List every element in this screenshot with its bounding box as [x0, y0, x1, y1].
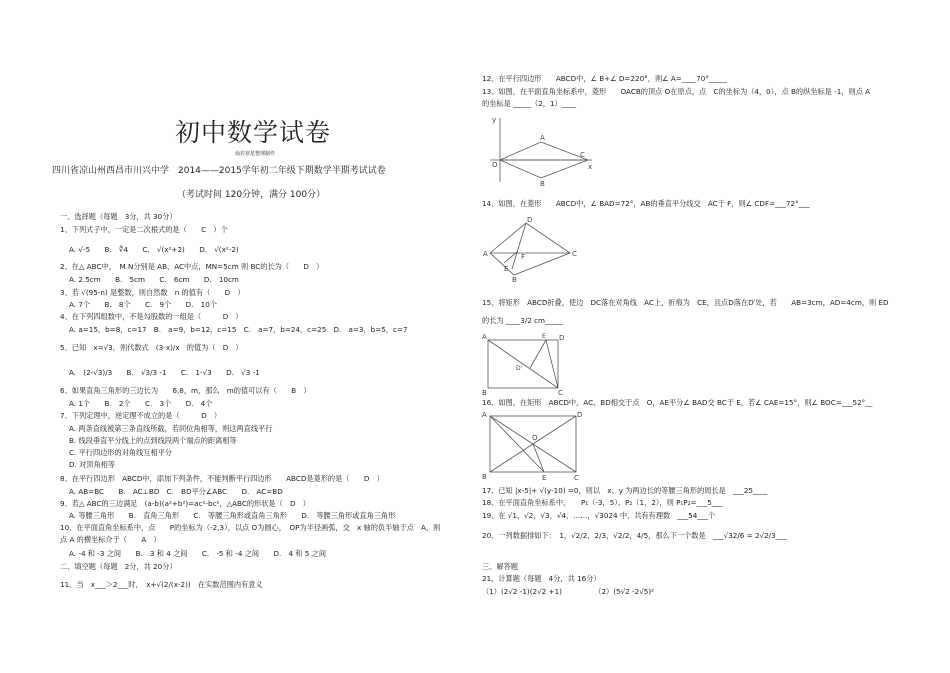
fig14-label: C [572, 250, 577, 258]
fig15-label: A [482, 333, 487, 341]
section-heading: 一、选择题（每题 3分，共 30分） [60, 212, 177, 221]
rhombus-abcd [490, 223, 570, 275]
fig14-label: A [483, 250, 488, 258]
question-2: 2、在△ ABC中， M N分别是 AB、AC中点，MN=5cm 则 BC的长为（ D ） [60, 262, 324, 271]
fig15-label: B [482, 389, 487, 396]
fig16-label: C [574, 474, 579, 480]
question-13-cont: 的坐标是 _____（2，1）____ [482, 99, 577, 108]
line-df [512, 223, 526, 269]
question-7: 7、下列定理中，逆定理不成立的是（ D ） [60, 411, 222, 420]
credit-line: 灿若寒星整理制作 [235, 151, 276, 157]
fig13-label: B [540, 180, 545, 187]
question-6-options: A. 1个 B. 2个 C. 3个 D. 4个 [69, 399, 213, 408]
question-19: 19、在 √1，√2，√3，√4，……，√3024 中，共有有理数 ___54___个 [482, 511, 716, 520]
fig14-label: E [504, 265, 509, 273]
fig13-label: y [492, 116, 497, 124]
question-5: 5、已知 x=√3，则代数式 (3-x)/x 的值为（ D ） [60, 343, 243, 352]
fold-segment [530, 340, 546, 368]
question-10-cont: 点 A 的横坐标介于（ A ） [60, 535, 161, 544]
question-16: 16、如图，在矩形 ABCD中，AC、BD相交于点 O，AE平分∠ BAD交 BC于 E，若∠ CAE=15°，则∠ BOC=___52°__ [482, 398, 873, 407]
question-3-options: A. 7个 B. 8个 C. 9个 D. 10个 [69, 300, 218, 309]
fig13-label: O [492, 161, 498, 169]
question-15-cont: 的长为 ____3/2 cm_____ [482, 316, 563, 325]
fig13-label: x [588, 163, 593, 171]
question-4: 4、在下列四组数中，不是勾股数的一组是（ D ） [60, 312, 243, 321]
question-21: 21、计算题（每题 4分，共 16分） [482, 574, 601, 583]
fig16-label: B [482, 473, 487, 480]
question-9-options: A. 等腰三角形 B. 直角三角形 C. 等腰三角形或直角三角形 D. 等腰三角形或直角三角形 [69, 511, 396, 520]
question-10: 10、在平面直角坐标系中，点 P的坐标为（-2,3），以点 O为圆心， OP为半径画弧，交 x 轴的负半轴于点 A，则 [60, 523, 441, 532]
question-3: 3、若 √(95-n) 是整数，则自然数 n 的值有（ D ） [60, 288, 245, 297]
question-13: 13、如图，在平面直角坐标系中，菱形 OACB的顶点 O在原点，点 C的坐标为（4，0），点 B的纵坐标是 -1，则点 A [482, 87, 871, 96]
segment-oe [533, 444, 544, 472]
page-title: 初中数学试卷 [175, 118, 332, 147]
fig16-label: A [482, 411, 487, 419]
question-7-option-a: A. 两条直线被第三条直线所截，若同位角相等，则这两直线平行 [69, 424, 273, 433]
question-4-options: A. a=15，b=8，c=17 B. a=9，b=12，c=15 C. a=7，b=24，c=25 D. a=3，b=5，c=7 [69, 325, 408, 334]
fig13-label: A [540, 134, 545, 142]
question-1-options: A. √-5 B. ∜4 C. √(x²+2) D. √(x²-2) [69, 245, 239, 254]
fig14-label: D [527, 216, 533, 224]
question-11: 11、当 x___＞2___时， x+√(2/(x-2)) 在实数范围内有意义 [60, 580, 263, 589]
question-8: 8、在平行四边形 ABCD中，添加下列条件，不能判断平行四边形 ABCD是菱形的是（ D ） [60, 474, 384, 483]
fig14-label: B [512, 276, 517, 283]
fig15-label: D' [516, 365, 523, 372]
fig16-label: D [577, 411, 582, 419]
bisector-ae [490, 416, 544, 472]
fig15-label: E [542, 333, 546, 340]
exam-info: （考试时间 120分钟，满分 100分） [177, 190, 326, 200]
question-17: 17、已知 |x-5|+ √(y-10) =0，则以 x、y 为两边长的等腰三角形的周长是 ___25____ [482, 486, 768, 495]
question-21-parts: （1）(2√2 -1)(2√2 +1) （2）(5√2 -2√5)² [482, 587, 655, 596]
fig16-label: E [542, 474, 547, 480]
question-14: 14、如图，在菱形 ABCD中，∠ BAD=72°，AB的垂直平分线交 AC于 F，则∠ CDF=___72°___ [482, 199, 810, 208]
question-7-option-b: B. 线段垂直平分线上的点到线段两个端点的距离相等 [69, 436, 237, 445]
question-5-options: A. (2-√3)/3 B. √3/3 -1 C. 1-√3 D. √3 -1 [69, 368, 260, 377]
question-2-options: A. 2.5cm B. 5cm C. 6cm D. 10cm [69, 275, 239, 284]
question-12: 12、在平行四边形 ABCD中，∠ B+∠ D=220°，则∠ A=____70°_____ [482, 74, 727, 83]
question-15: 15、将矩形 ABCD折叠，使边 DC落在对角线 AC上，折痕为 CE，且点D落在D′处，若 AB=3cm，AD=4cm，则 ED [482, 298, 889, 307]
fig14-label: F [521, 253, 526, 261]
figure-14 [482, 213, 582, 283]
question-1: 1、下列式子中，一定是二次根式的是（ C ）个 [60, 225, 228, 234]
figure-15 [482, 332, 568, 396]
figure-16 [482, 410, 582, 480]
fig13-label: C [580, 151, 585, 159]
section-heading: 三、解答题 [482, 562, 518, 571]
question-18: 18、在平面直角坐标系中， P₁（-3，5）、P₂（1，2），则 P₁P₂=___5___ [482, 498, 723, 507]
question-7-option-d: D. 对顶角相等 [69, 460, 116, 469]
fig16-label: O [532, 434, 538, 442]
question-6: 6、如果直角三角形的三边长为 6,8，m，那么 m的值可以有（ B ） [60, 386, 311, 395]
question-20: 20、一列数据排如下： 1，√2/2，2/3，√2/2，4/5，那么下一个数是 ___√32/6 = 2√2/3___ [482, 531, 787, 540]
question-7-option-c: C. 平行四边形的对角线互相平分 [69, 448, 173, 457]
fig15-label: D [559, 334, 565, 342]
section-heading: 二、填空题（每题 2分，共 20分） [60, 562, 177, 571]
fig15-label: C [558, 389, 563, 396]
figure-13 [486, 112, 596, 187]
question-10-options: A. -4 和 -3 之间 B. 3 和 4 之间 C. -5 和 -4 之间 D. 4 和 5 之间 [69, 549, 327, 558]
exam-name: 四川省凉山州西昌市川兴中学 2014——2015学年初二年级下期数学半期考试试卷 [52, 166, 386, 176]
question-8-options: A. AB=BC B. AC⊥BD C. BD平分∠ABC D. AC=BD [69, 487, 283, 496]
question-9: 9、若△ ABC的三边满足 (a-b)(a²+b²)=ac²-bc²，△ABC的形状是（ D ） [60, 499, 310, 508]
